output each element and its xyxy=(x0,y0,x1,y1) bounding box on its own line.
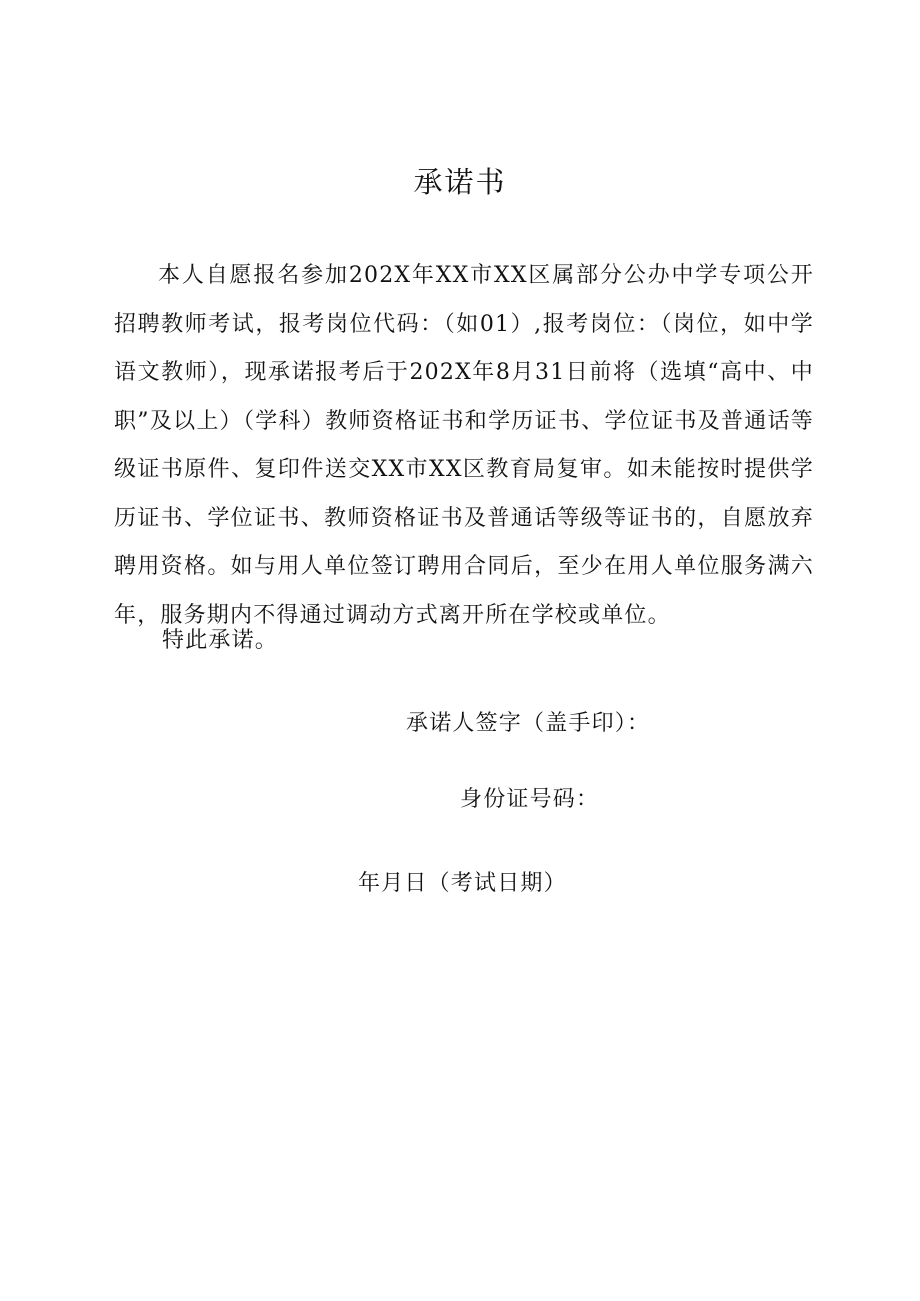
date-label: 年月日（考试日期） xyxy=(358,871,567,896)
id-number-label: 身份证号码： xyxy=(460,787,600,812)
closing-statement: 特此承诺。 xyxy=(162,628,279,653)
document-title: 承诺书 xyxy=(413,165,507,199)
pledge-paragraph: 本人自愿报名参加202X年XX市XX区属部分公办中学专项公开招聘教师考试，报考岗位代码：（如01）,报考岗位：（岗位，如中学语文教师），现承诺报考后于202X年8月31日前将（选填“高中、中职”及以上）（学科）教师资格证书和学历证书、学位证书及普通话等级证书原件、复印件送交XX市XX区教育局复审。如未能按时提供学历证书、学位证书、教师资格证书及普通话等级等证书的，自愿放弃聘用资格。如与用人单位签订聘用合同后，至少在用人单位服务满六年，服务期内不得通过调动方式离开所在学校或单位。 xyxy=(114,263,814,628)
signature-name-label: 承诺人签字（盖手印）： xyxy=(406,711,651,736)
